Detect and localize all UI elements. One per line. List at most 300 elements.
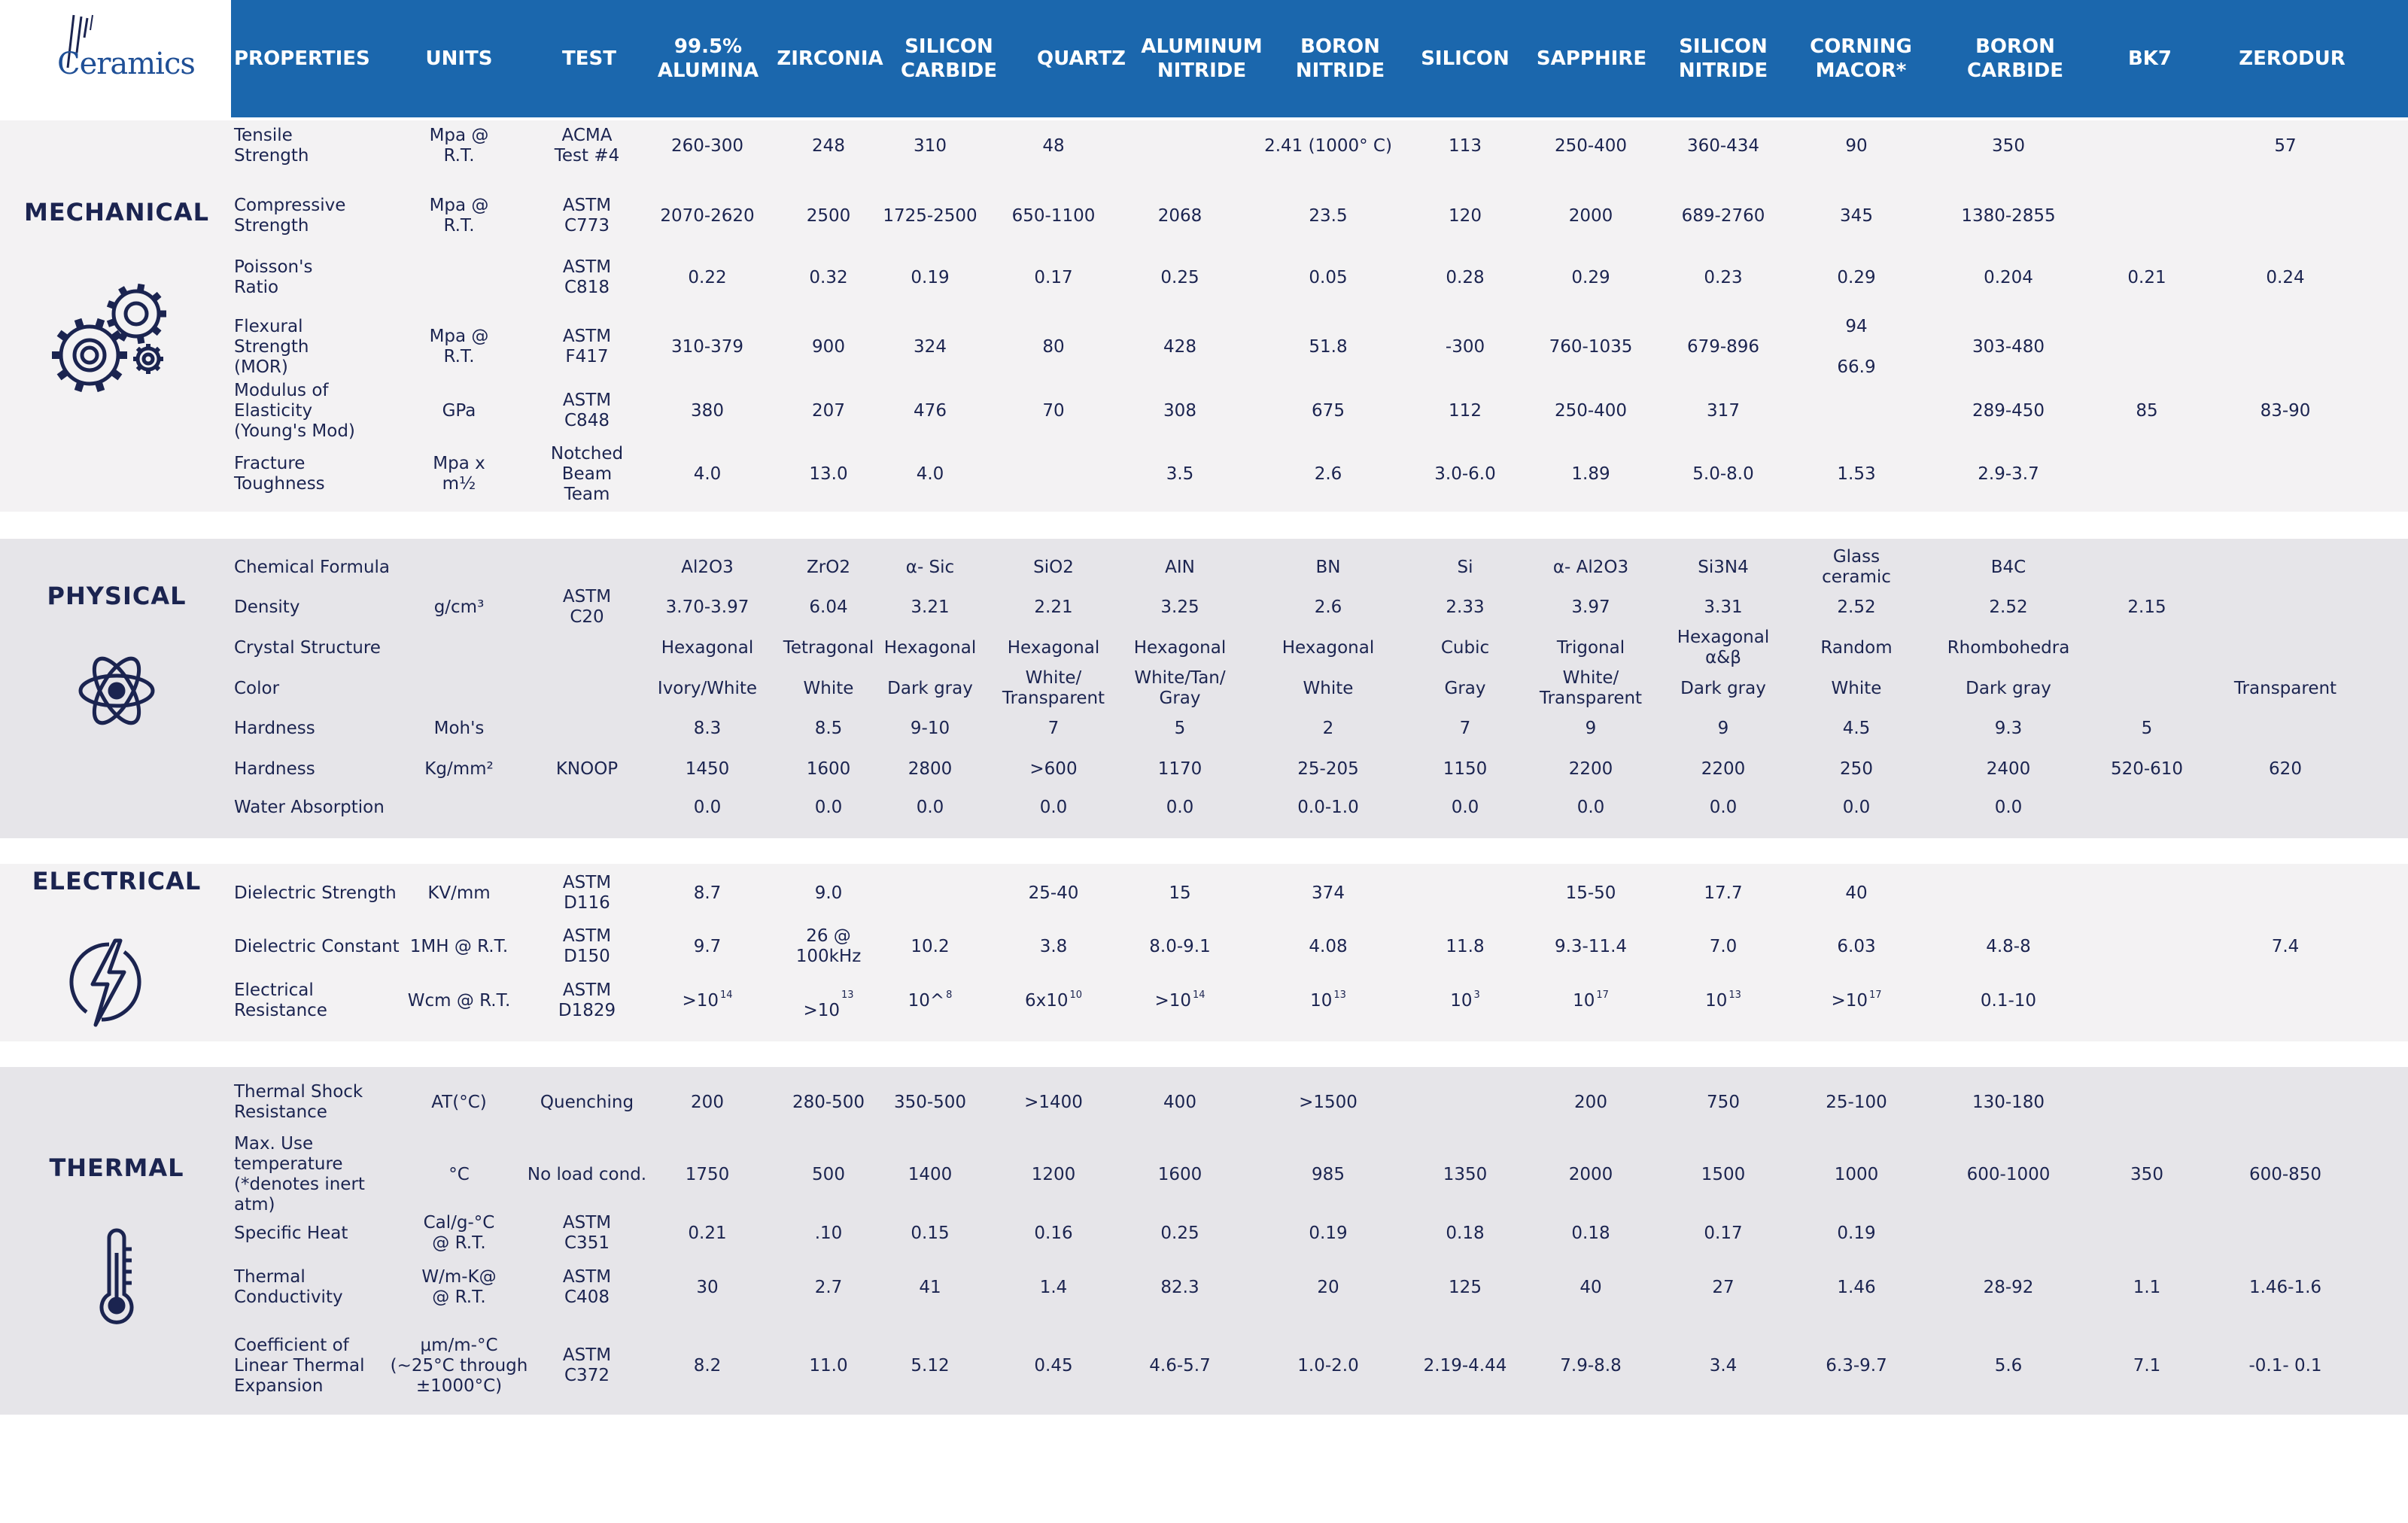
column-header-silicon-carbide: SILICON CARBIDE	[900, 35, 998, 82]
value-cell: 0.0	[1842, 797, 1871, 817]
value-cell: 3.70-3.97	[665, 597, 749, 617]
test-cell: ASTM C848	[562, 391, 612, 430]
value-cell: 0.0	[693, 797, 722, 817]
value-cell: White/ Transparent	[1539, 668, 1643, 708]
value-cell: 2.7	[814, 1277, 843, 1297]
value-cell: White	[1831, 678, 1882, 698]
value-cell: 0.0	[814, 797, 843, 817]
property-label: Dielectric Constant	[234, 936, 400, 956]
test-cell: ASTM D150	[562, 926, 612, 966]
property-label: Hardness	[234, 718, 315, 738]
value-cell: 0.1-10	[1980, 990, 2037, 1011]
value-cell: 2500	[806, 205, 851, 226]
value-cell: 0.28	[1446, 267, 1485, 287]
value-cell	[2090, 774, 2203, 841]
brand-logo	[0, 0, 231, 117]
value-cell: 48	[1042, 135, 1065, 156]
property-label: Chemical Formula	[234, 557, 391, 577]
exponent: 10	[1069, 989, 1083, 1001]
value-cell: >1500	[1299, 1092, 1358, 1112]
value-cell	[2203, 774, 2368, 841]
section-title: PHYSICAL	[47, 582, 187, 610]
exponent: 14	[720, 989, 733, 1001]
value-cell: Hexagonal α&β	[1677, 628, 1770, 667]
value-cell: 0.23	[1704, 267, 1743, 287]
value-cell: 3.25	[1160, 597, 1199, 617]
test-cell: ASTM D116	[562, 873, 612, 913]
exponent: 8	[946, 989, 953, 1001]
value-cell: 0.19	[1837, 1223, 1876, 1243]
value-cell: 0.204	[1984, 267, 2033, 287]
value-cell: 1170	[1157, 758, 1202, 779]
value-cell: 679-896	[1686, 336, 1760, 357]
value-cell: 9-10	[910, 718, 950, 738]
value-cell: 2000	[1568, 1164, 1613, 1184]
value-cell: 750	[1707, 1092, 1740, 1112]
value-cell: 2.33	[1446, 597, 1485, 617]
test-cell: Quenching	[540, 1092, 634, 1112]
value-cell: 70	[1042, 400, 1065, 421]
value-cell: 500	[812, 1164, 845, 1184]
test-cell: ACMA Test #4	[554, 126, 620, 166]
value-cell: 120	[1449, 205, 1482, 226]
value-cell: 620	[2269, 758, 2302, 779]
value-cell: 6.03	[1837, 936, 1876, 956]
value-cell: 0.21	[2127, 267, 2166, 287]
value-cell: 1150	[1443, 758, 1488, 779]
units-cell: GPa	[442, 400, 476, 421]
value-cell: 25-205	[1297, 758, 1359, 779]
value-cell: α- Sic	[905, 557, 955, 577]
units-cell: Cal/g-°C @ R.T.	[423, 1213, 495, 1253]
units-cell: Mpa @ R.T.	[429, 196, 489, 236]
exponent: 14	[1193, 989, 1206, 1001]
column-header-silicon-nitride: SILICON NITRIDE	[1678, 35, 1768, 82]
value-cell: 360-434	[1686, 135, 1760, 156]
property-label: Color	[234, 678, 280, 698]
value-cell: 2.6	[1314, 597, 1342, 617]
value-cell: 2.21	[1034, 597, 1073, 617]
value-cell: -0.1- 0.1	[2248, 1355, 2322, 1376]
value-cell: 6.04	[809, 597, 848, 617]
value-cell: 9	[1585, 718, 1597, 738]
value-cell: 82.3	[1160, 1277, 1199, 1297]
value-cell: ZrO2	[807, 557, 850, 577]
value-cell: Trigonal	[1556, 637, 1625, 658]
value-cell: 317	[1707, 400, 1740, 421]
units-cell: Kg/mm²	[424, 758, 494, 779]
value-cell: 1450	[685, 758, 730, 779]
value-cell: 5	[1174, 718, 1186, 738]
column-header-boron-carbide: BORON CARBIDE	[1966, 35, 2064, 82]
units-cell: Mpa @ R.T.	[429, 327, 489, 366]
property-label: Coefficient of Linear Thermal Expansion	[234, 1335, 365, 1396]
value-cell: 600-1000	[1966, 1164, 2051, 1184]
value-cell: 250-400	[1554, 400, 1628, 421]
value-cell: 6x10 $^{10}$	[993, 967, 1114, 1035]
value-cell: 0.0	[916, 797, 944, 817]
test-cell: ASTM C773	[562, 196, 612, 236]
value-cell: 760-1035	[1549, 336, 1633, 357]
value-cell: 7	[1047, 718, 1060, 738]
value-cell: 289-450	[1972, 400, 2045, 421]
column-header-silicon: SILICON	[1421, 47, 1510, 70]
value-cell: Dark gray	[887, 678, 973, 698]
value-cell: 1600	[806, 758, 851, 779]
value-cell: Al2O3	[681, 557, 734, 577]
value-cell: 1000	[1834, 1164, 1879, 1184]
value-cell: 0.45	[1034, 1355, 1073, 1376]
test-cell: ASTM C351	[562, 1213, 612, 1253]
value-cell: .10	[814, 1223, 843, 1243]
table-row	[0, 1067, 2408, 1415]
test-cell: ASTM D1829	[558, 980, 616, 1020]
value-cell: 0.0	[1039, 797, 1068, 817]
value-cell: 1.46-1.6	[2248, 1277, 2322, 1297]
value-cell: 2.6	[1314, 464, 1342, 484]
value-cell: Transparent	[2233, 678, 2337, 698]
column-header-corning-macor: CORNING MACOR*	[1810, 35, 1912, 82]
value-cell: 675	[1312, 400, 1345, 421]
units-cell: W/m-K@ @ R.T.	[421, 1267, 497, 1307]
value-cell: 3.97	[1571, 597, 1610, 617]
value-cell: 476	[914, 400, 947, 421]
value-cell: 85	[2136, 400, 2158, 421]
value-cell: B4C	[1990, 557, 2026, 577]
value-cell: 260-300	[670, 135, 744, 156]
units-cell: AT(°C)	[431, 1092, 487, 1112]
value-cell: 2200	[1568, 758, 1613, 779]
value-cell: 200	[691, 1092, 724, 1112]
value-cell: 10 $^3$	[1409, 967, 1522, 1035]
value-cell: 0.0	[1166, 797, 1194, 817]
value-cell: White	[803, 678, 854, 698]
column-header-aluminum-nitride: ALUMINUM NITRIDE	[1141, 35, 1263, 82]
value-cell: >1400	[1024, 1092, 1083, 1112]
units-cell: KV/mm	[427, 883, 491, 903]
value-cell: 4.8-8	[1986, 936, 2031, 956]
value-cell: >10 $^{13}$	[772, 967, 885, 1035]
value-cell	[993, 440, 1114, 508]
value-cell: 350-500	[893, 1092, 967, 1112]
value-cell: Tetragonal	[783, 637, 874, 658]
value-cell: Hexagonal	[1282, 637, 1375, 658]
value-cell: 2400	[1986, 758, 2031, 779]
value-cell: 8.2	[693, 1355, 722, 1376]
value-cell: 51.8	[1309, 336, 1348, 357]
value-cell: 11.0	[809, 1355, 848, 1376]
value-cell: 0.21	[688, 1223, 727, 1243]
value-cell: Random	[1820, 637, 1893, 658]
value-cell	[2203, 967, 2368, 1035]
value-cell: 9	[1717, 718, 1729, 738]
property-label: Water Absorption	[234, 797, 385, 817]
value-cell: 4.0	[916, 464, 944, 484]
value-cell: White	[1303, 678, 1354, 698]
value-cell: 0.29	[1571, 267, 1610, 287]
value-cell: 0.22	[688, 267, 727, 287]
section-mechanical	[0, 120, 2408, 512]
exponent: 3	[1473, 989, 1480, 1001]
value-cell: 5.12	[911, 1355, 950, 1376]
value-cell: 23.5	[1309, 205, 1348, 226]
value-cell: Hexagonal	[1133, 637, 1227, 658]
column-header-zerodur: ZERODUR	[2239, 47, 2346, 70]
property-label: Electrical Resistance	[234, 980, 327, 1020]
value-cell: 985	[1312, 1164, 1345, 1184]
section-electrical	[0, 864, 2408, 1041]
value-cell: -300	[1445, 336, 1485, 357]
property-label: Poisson's Ratio	[234, 257, 313, 297]
value-cell: 5	[2141, 718, 2153, 738]
value-cell: 0.29	[1837, 267, 1876, 287]
value-cell: 57	[2274, 135, 2297, 156]
value-cell: 380	[691, 400, 724, 421]
value-cell: 9.3-11.4	[1554, 936, 1628, 956]
value-cell: White/ Transparent	[1002, 668, 1105, 708]
value-cell: 3.0-6.0	[1434, 464, 1496, 484]
value-cell: Si	[1457, 557, 1473, 577]
value-cell	[2203, 440, 2368, 508]
units-cell: μm/m-°C (~25°C through ±1000°C)	[390, 1335, 528, 1396]
value-cell: 17.7	[1704, 883, 1743, 903]
section-title: ELECTRICAL	[32, 867, 202, 895]
value-cell: 15-50	[1565, 883, 1616, 903]
value-cell: 2070-2620	[660, 205, 755, 226]
exponent: 13	[1333, 989, 1346, 1001]
value-cell: 1400	[908, 1164, 953, 1184]
property-label: Tensile Strength	[234, 126, 309, 166]
value-cell: Gray	[1444, 678, 1486, 698]
units-cell: Mpa @ R.T.	[429, 126, 489, 166]
value-cell: 3.5	[1166, 464, 1194, 484]
value-cell: 7.0	[1709, 936, 1738, 956]
value-cell: BN	[1315, 557, 1341, 577]
value-cell: 2800	[908, 758, 953, 779]
value-cell: Rhombohedra	[1947, 637, 2070, 658]
value-cell: 0.15	[911, 1223, 950, 1243]
value-cell: 0.05	[1309, 267, 1348, 287]
value-cell: Dark gray	[1966, 678, 2051, 698]
value-cell: 4.08	[1309, 936, 1348, 956]
value-cell: 26 @ 100kHz	[795, 926, 862, 966]
property-label: Thermal Shock Resistance	[234, 1082, 363, 1122]
value-cell: 4.0	[693, 464, 722, 484]
value-cell: 0.17	[1704, 1223, 1743, 1243]
value-cell: Hexagonal	[1007, 637, 1100, 658]
column-header-properties: PROPERTIES	[234, 47, 370, 70]
value-cell: 0.32	[809, 267, 848, 287]
value-cell: 310-379	[670, 336, 744, 357]
value-cell: 1500	[1701, 1164, 1746, 1184]
section-title: THERMAL	[49, 1154, 184, 1182]
value-cell: 0.0	[1994, 797, 2023, 817]
column-header-zirconia: ZIRCONIA	[777, 47, 883, 70]
value-cell: Ivory/White	[657, 678, 758, 698]
units-cell: g/cm³	[433, 597, 485, 617]
units-cell: Mpa x m½	[433, 454, 485, 494]
units-cell: Wcm @ R.T.	[407, 990, 511, 1011]
column-header-99-5-alumina: 99.5% ALUMINA	[657, 35, 759, 82]
value-cell: 2.9-3.7	[1978, 464, 2039, 484]
value-cell: 6.3-9.7	[1826, 1355, 1887, 1376]
column-header-boron-nitride: BORON NITRIDE	[1295, 35, 1385, 82]
property-label: Dielectric Strength	[234, 883, 397, 903]
value-cell: 15	[1169, 883, 1191, 903]
property-label: Compressive Strength	[234, 196, 346, 236]
value-cell: 7.4	[2271, 936, 2300, 956]
table-header	[231, 0, 2408, 117]
property-label: Hardness	[234, 758, 315, 779]
value-cell: 1.53	[1837, 464, 1876, 484]
value-cell: 303-480	[1972, 336, 2045, 357]
value-cell: Cubic	[1440, 637, 1490, 658]
test-cell: ASTM C818	[562, 257, 612, 297]
property-label: Flexural Strength (MOR)	[234, 316, 309, 377]
value-cell: 10 $^{13}$	[1238, 967, 1418, 1035]
units-cell: °C	[448, 1164, 470, 1184]
value-cell: 1725-2500	[883, 205, 977, 226]
test-cell: ASTM F417	[562, 327, 612, 366]
value-cell: 10 $^{13}$	[1648, 967, 1798, 1035]
value-cell: 2068	[1157, 205, 1202, 226]
value-cell: 1350	[1443, 1164, 1488, 1184]
value-cell: 83-90	[2260, 400, 2311, 421]
value-cell: 8.5	[814, 718, 843, 738]
value-cell: 40	[1845, 883, 1868, 903]
column-header-test: TEST	[562, 47, 616, 70]
value-cell: 2.15	[2127, 597, 2166, 617]
value-cell: 7	[1459, 718, 1471, 738]
value-cell: 0.0	[1451, 797, 1479, 817]
value-cell: 200	[1574, 1092, 1607, 1112]
property-label: Max. Use temperature (*denotes inert atm)	[234, 1134, 365, 1214]
value-cell: SiO2	[1033, 557, 1074, 577]
value-cell: 2.52	[1989, 597, 2028, 617]
value-cell: 3.21	[911, 597, 950, 617]
units-cell: Moh's	[433, 718, 485, 738]
value-cell: 280-500	[792, 1092, 865, 1112]
value-cell: >10 $^{14}$	[632, 967, 783, 1035]
table-row	[0, 864, 2408, 1041]
test-cell: No load cond.	[527, 1164, 647, 1184]
value-cell: 90	[1845, 135, 1868, 156]
value-cell: Glass ceramic	[1822, 547, 1891, 587]
value-cell: 324	[914, 336, 947, 357]
section-title: MECHANICAL	[23, 198, 210, 226]
value-cell: 8.3	[693, 718, 722, 738]
value-cell: 40	[1579, 1277, 1602, 1297]
test-cell: ASTM C20	[562, 587, 612, 627]
value-cell: 2200	[1701, 758, 1746, 779]
value-cell: 20	[1317, 1277, 1339, 1297]
value-cell: 94 66.9	[1837, 316, 1876, 377]
column-header-units: UNITS	[425, 47, 493, 70]
value-cell: 2000	[1568, 205, 1613, 226]
value-cell: 9.7	[693, 936, 722, 956]
test-cell: ASTM C408	[562, 1267, 612, 1307]
value-cell: 1600	[1157, 1164, 1202, 1184]
value-cell: Hexagonal	[883, 637, 977, 658]
column-header-quartz: QUARTZ	[1037, 47, 1126, 70]
column-header-bk7: BK7	[2127, 47, 2172, 70]
value-cell: 10 $^{17}$	[1519, 967, 1662, 1035]
value-cell: 8.7	[693, 883, 722, 903]
logo-text: Ceramics	[57, 47, 195, 81]
value-cell	[2090, 967, 2203, 1035]
value-cell: 248	[812, 135, 845, 156]
value-cell: 10.2	[911, 936, 950, 956]
value-cell: 113	[1449, 135, 1482, 156]
value-cell: 13.0	[809, 464, 848, 484]
property-label: Fracture Toughness	[234, 454, 325, 494]
value-cell: >10 $^{14}$	[1120, 967, 1240, 1035]
value-cell: 4.6-5.7	[1149, 1355, 1211, 1376]
exponent: 17	[1596, 989, 1609, 1001]
value-cell: 0.18	[1446, 1223, 1485, 1243]
value-cell: AIN	[1165, 557, 1195, 577]
value-cell: 1.1	[2133, 1277, 2161, 1297]
value-cell: 0.0	[1576, 797, 1605, 817]
property-label: Thermal Conductivity	[234, 1267, 343, 1307]
value-cell: 112	[1449, 400, 1482, 421]
property-label: Modulus of Elasticity (Young's Mod)	[234, 380, 355, 441]
value-cell: 25-100	[1826, 1092, 1887, 1112]
value-cell: 0.19	[1309, 1223, 1348, 1243]
test-cell: KNOOP	[555, 758, 619, 779]
value-cell: 1750	[685, 1164, 730, 1184]
value-cell: 2.41 (1000° C)	[1264, 135, 1392, 156]
value-cell: 4.5	[1842, 718, 1871, 738]
value-cell: 0.24	[2266, 267, 2305, 287]
value-cell: 250-400	[1554, 135, 1628, 156]
property-label: Crystal Structure	[234, 637, 381, 658]
exponent: 17	[1869, 989, 1882, 1001]
value-cell: 428	[1163, 336, 1196, 357]
value-cell: 125	[1449, 1277, 1482, 1297]
value-cell: 0.19	[911, 267, 950, 287]
value-cell: 2.19-4.44	[1423, 1355, 1507, 1376]
test-cell: ASTM C372	[562, 1345, 612, 1385]
test-cell: Notched Beam Team	[550, 443, 624, 504]
value-cell: 400	[1163, 1092, 1196, 1112]
property-label: Density	[234, 597, 300, 617]
value-cell: 3.4	[1709, 1355, 1738, 1376]
value-cell: 308	[1163, 400, 1196, 421]
value-cell: 250	[1840, 758, 1873, 779]
column-header-sapphire: SAPPHIRE	[1536, 47, 1647, 70]
value-cell: 0.16	[1034, 1223, 1073, 1243]
value-cell: 3.31	[1704, 597, 1743, 617]
value-cell: 1.0-2.0	[1297, 1355, 1359, 1376]
value-cell: 1.4	[1039, 1277, 1068, 1297]
value-cell: 2	[1322, 718, 1334, 738]
exponent: 13	[841, 989, 854, 1001]
value-cell: 0.25	[1160, 267, 1199, 287]
value-cell: 650-1100	[1011, 205, 1096, 226]
value-cell: 130-180	[1972, 1092, 2045, 1112]
value-cell: >10 $^{17}$	[1792, 967, 1920, 1035]
value-cell: Hexagonal	[661, 637, 754, 658]
value-cell: 600-850	[2248, 1164, 2322, 1184]
value-cell: 900	[812, 336, 845, 357]
table-row	[0, 120, 2408, 512]
value-cell: 0.0-1.0	[1297, 797, 1359, 817]
value-cell: 10^ $^8$	[870, 967, 990, 1035]
value-cell: 345	[1840, 205, 1873, 226]
value-cell: 1380-2855	[1961, 205, 2056, 226]
value-cell: Dark gray	[1680, 678, 1766, 698]
